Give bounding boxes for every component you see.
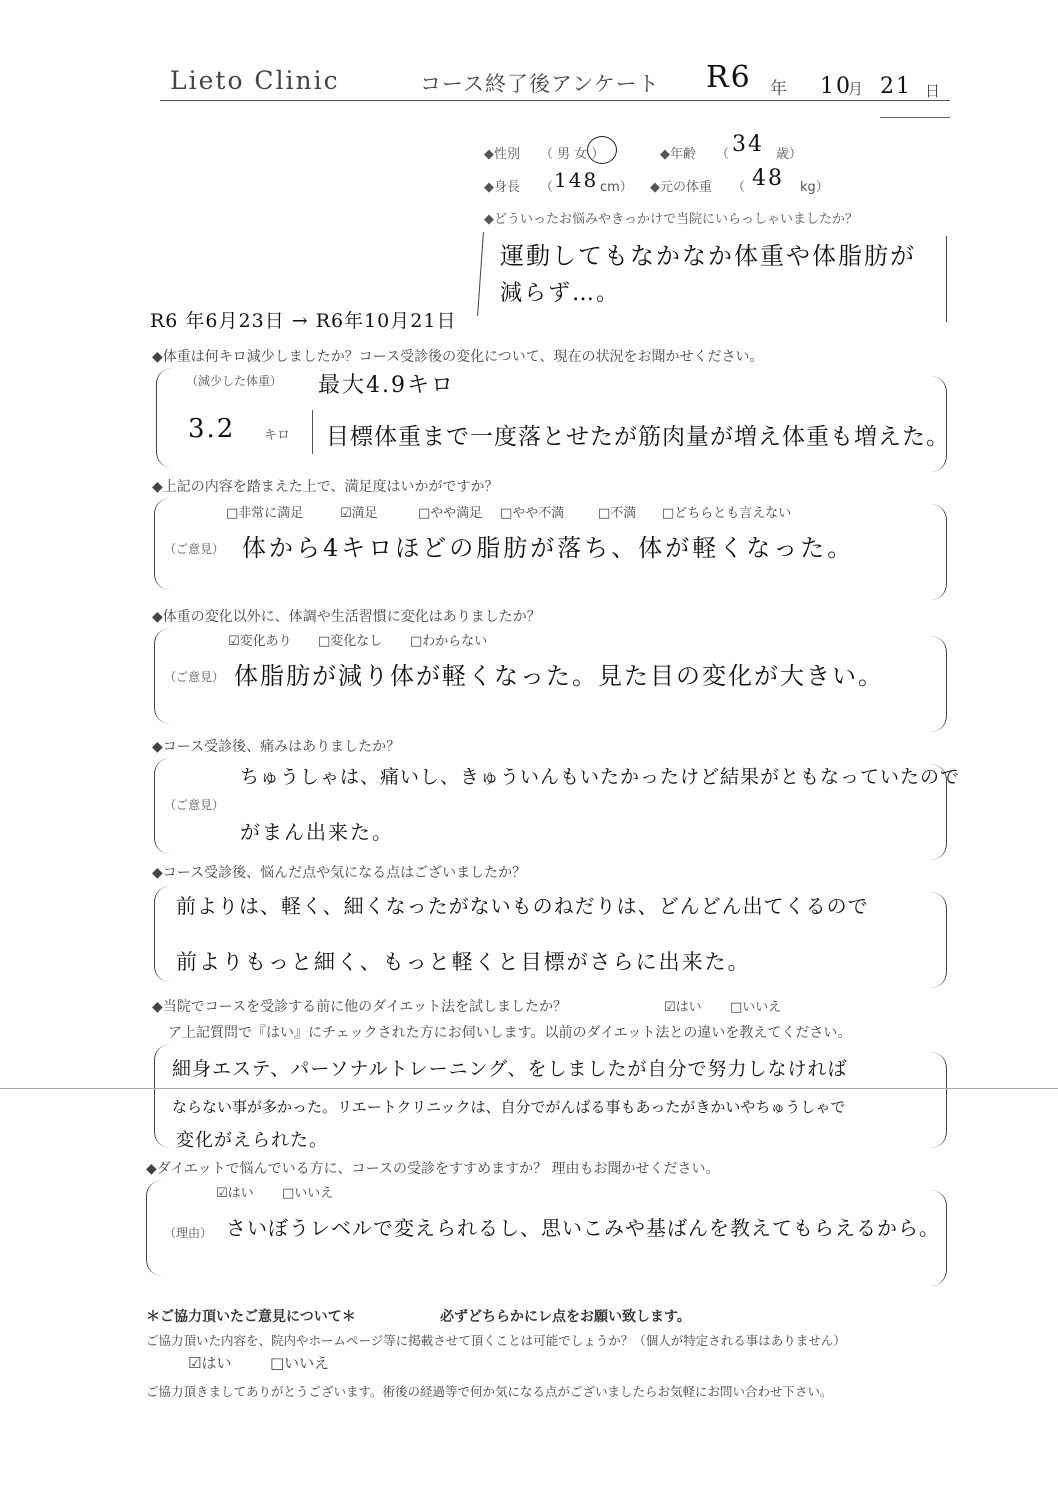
date-month-unit: 月 — [848, 80, 864, 98]
q2-option-somewhat-dissatisfied[interactable]: □やや不満 — [500, 506, 565, 521]
q1-value: 3.2 — [188, 414, 236, 444]
q6-line-2: ならない事が多かった。リエートクリニックは、自分でがんばる事もあったがきかいやちゅうしゃで — [172, 1098, 846, 1116]
age-label: ◆年齢 — [660, 147, 696, 162]
q7-no[interactable]: □いいえ — [282, 1186, 334, 1201]
q6-question: ◆当院でコースを受診する前に他のダイエット法を試しましたか？ — [152, 999, 567, 1015]
q6-sub-question: ア上記質問で『はい』にチェックされた方にお伺いします。以前のダイエット法との違いを教えてください。 — [168, 1025, 852, 1041]
q2-question: ◆上記の内容を踏まえた上で、満足度はいかがですか？ — [152, 479, 499, 495]
q1-question: ◆体重は何キロ減少しましたか？コース受診後の変化について、現在の状況をお聞かせください。 — [152, 349, 764, 365]
q6-no[interactable]: □いいえ — [730, 1000, 782, 1015]
footer-thanks: ご協力頂きましてありがとうございます。術後の経過等で何か気になる点がございましたらお気軽にお問い合わせ下さい。 — [146, 1384, 833, 1399]
age-unit: 歳） — [776, 147, 803, 162]
reason-line-2: 減らず…。 — [500, 281, 621, 306]
q2-opinion-label: （ご意見） — [164, 542, 225, 556]
q3-option-changed[interactable]: ☑変化あり — [228, 634, 292, 649]
date-day: 21 — [880, 74, 912, 99]
date-day-unit: 日 — [925, 82, 941, 100]
q6-bracket-right — [930, 1052, 947, 1148]
q3-option-unknown[interactable]: □わからない — [410, 634, 488, 649]
q5-question: ◆コース受診後、悩んだ点や気になる点はございましたか？ — [152, 865, 527, 881]
orig-weight-unit: kg） — [800, 180, 829, 195]
q2-bracket-right — [930, 504, 947, 600]
footer-no[interactable]: □いいえ — [270, 1354, 330, 1372]
date-month: 10 — [820, 74, 852, 99]
reason-line-1: 運動してもなかなか体重や体脂肪が — [500, 242, 916, 270]
height-value: 148 — [554, 168, 599, 192]
q3-bracket-right — [930, 636, 947, 732]
footer-heading: ＊ご協力頂いたご意見について＊ — [146, 1309, 356, 1325]
course-period: R6 年6月23日 → R6年10月21日 — [150, 310, 457, 332]
q7-bracket-left — [146, 1180, 163, 1276]
date-year-unit: 年 — [770, 79, 787, 99]
q1-divider — [312, 410, 313, 454]
gender-circle — [587, 136, 617, 164]
q3-opinion-label: （ご意見） — [164, 670, 225, 684]
clinic-logo: Lieto Clinic — [170, 66, 340, 95]
q6-bracket-left — [154, 1044, 171, 1148]
q7-yes[interactable]: ☑はい — [216, 1186, 254, 1201]
q5-bracket-right — [930, 892, 947, 988]
q7-comment: さいぼうレベルで変えられるし、思いこみや基ばんを教えてもらえるから。 — [226, 1216, 940, 1240]
q2-option-satisfied[interactable]: ☑満足 — [340, 506, 378, 521]
q4-line-2: がまん出来た。 — [240, 820, 394, 844]
header-rule-end — [880, 117, 950, 118]
q2-option-somewhat-satisfied[interactable]: □やや満足 — [418, 506, 483, 521]
survey-title: コース終了後アンケート — [420, 72, 660, 96]
q3-question: ◆体重の変化以外に、体調や生活習慣に変化はありましたか？ — [152, 609, 541, 625]
q7-question: ◆ダイエットで悩んでいる方に、コースの受診をすすめますか？ 理由もお聞かせください。 — [146, 1161, 720, 1177]
q4-opinion-label: （ご意見） — [164, 798, 225, 812]
age-value: 34 — [732, 132, 764, 157]
reason-bracket-right — [936, 236, 947, 322]
reason-question: ◆どういったお悩みやきっかけで当院にいらっしゃいましたか？ — [484, 212, 858, 227]
reason-bracket-left — [477, 232, 498, 316]
q1-max-note: 最大4.9キロ — [318, 373, 455, 398]
q1-comment: 目標体重まで一度落とせたが筋肉量が増え体重も増えた。 — [326, 424, 950, 450]
height-unit: cm） — [600, 180, 633, 195]
q7-reason-label: （理由） — [164, 1226, 213, 1240]
q3-option-no-change[interactable]: □変化なし — [318, 634, 383, 649]
date-year: R6 — [706, 60, 752, 95]
q1-unit: キロ — [264, 428, 291, 443]
gender-label: ◆性別 — [484, 147, 520, 162]
q6-line-3: 変化がえられた。 — [176, 1130, 328, 1151]
q4-question: ◆コース受診後、痛みはありましたか？ — [152, 739, 401, 755]
q1-bracket-left — [156, 368, 173, 468]
q1-sub-label: （減少した体重） — [186, 374, 283, 388]
footer-yes[interactable]: ☑はい — [188, 1354, 232, 1372]
q4-line-1: ちゅうしゃは、痛いし、きゅういんもいたかったけど結果がともなっていたので — [240, 766, 961, 788]
q5-line-2: 前よりもっと細く、もっと軽くと目標がさらに出来た。 — [176, 950, 751, 974]
q5-bracket-left — [154, 886, 171, 982]
q2-option-very-satisfied[interactable]: □非常に満足 — [226, 506, 304, 521]
orig-weight-value: 48 — [752, 166, 784, 191]
q6-yes[interactable]: ☑はい — [664, 1000, 702, 1015]
q5-line-1: 前よりは、軽く、細くなったがないものねだりは、どんどん出てくるので — [176, 894, 869, 918]
scan-line — [0, 1088, 1058, 1089]
q3-comment: 体脂肪が減り体が軽くなった。見た目の変化が大きい。 — [234, 662, 884, 690]
q2-option-neutral[interactable]: □どちらとも言えない — [662, 506, 792, 521]
gender-options: （ 男 女 ） — [540, 147, 605, 162]
q2-comment: 体から4キロほどの脂肪が落ち、体が軽くなった。 — [242, 534, 855, 562]
height-label: ◆身長 — [484, 180, 520, 195]
q2-option-dissatisfied[interactable]: □不満 — [598, 506, 637, 521]
footer-heading-note: 必ずどちらかにレ点をお願い致します。 — [440, 1309, 691, 1325]
q6-line-1: 細身エステ、パーソナルトレーニング、をしましたが自分で努力しなければ — [172, 1058, 848, 1080]
footer-permission: ご協力頂いた内容を、院内やホームページ等に掲載させて頂くことは可能でしょうか？（個人が特定される事はありません） — [146, 1333, 846, 1348]
header-rule — [160, 100, 950, 101]
orig-weight-label: ◆元の体重 — [650, 180, 712, 195]
